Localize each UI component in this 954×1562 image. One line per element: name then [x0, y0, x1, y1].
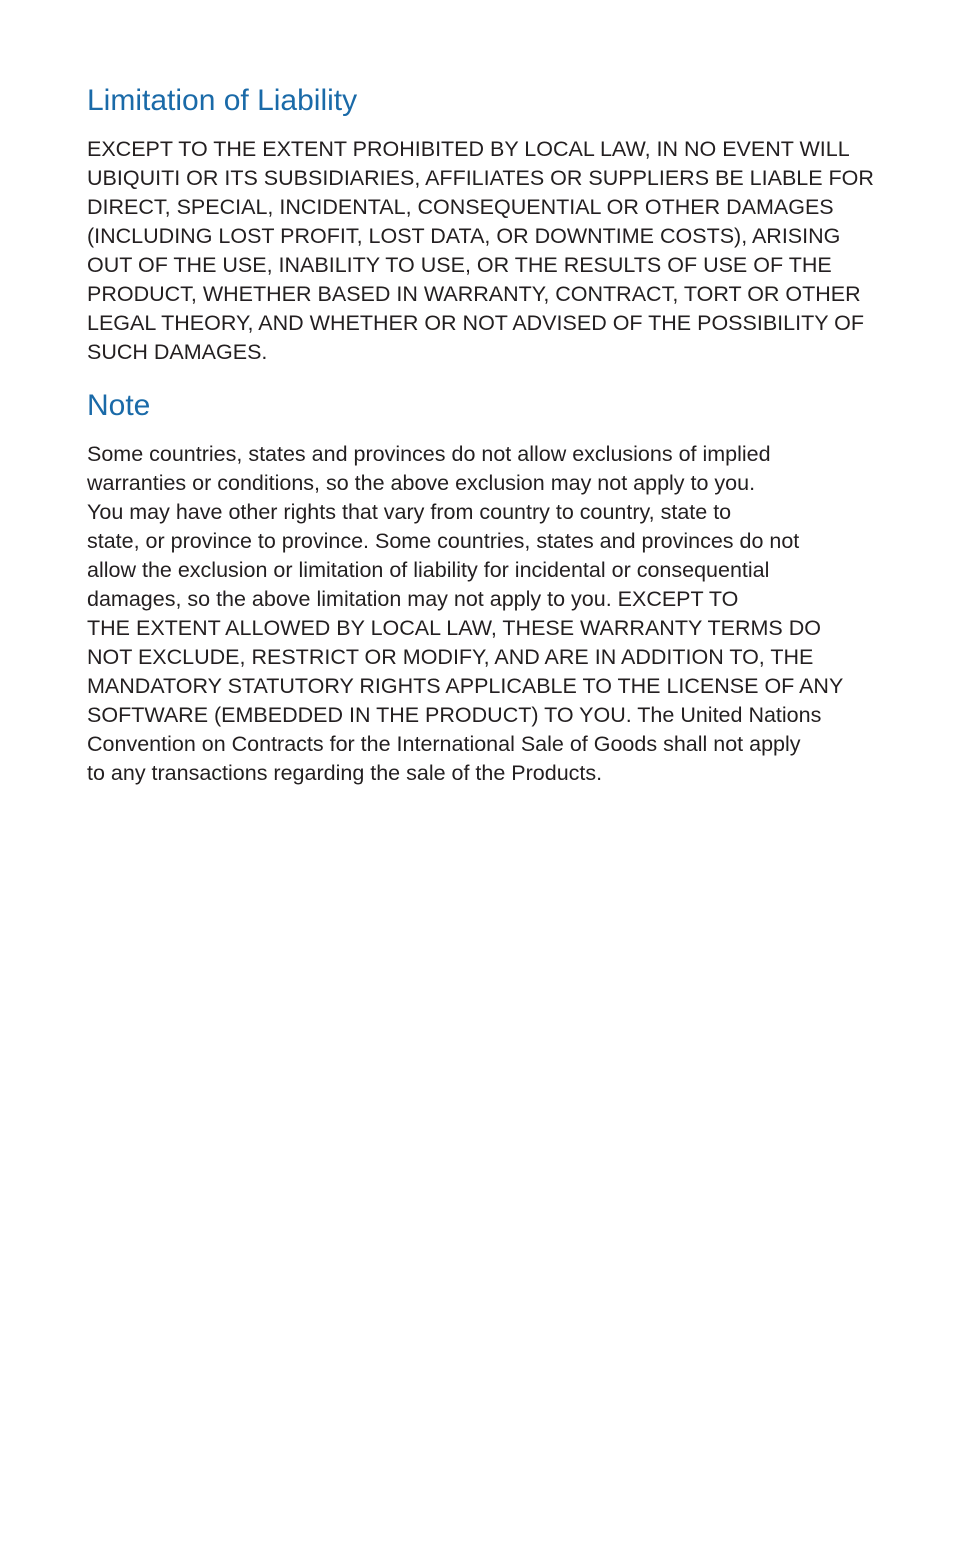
- paragraph-line: THE EXTENT ALLOWED BY LOCAL LAW, THESE WARRANTY TERMS DO: [87, 616, 821, 640]
- paragraph-line: (INCLUDING LOST PROFIT, LOST DATA, OR DOWNTIME COSTS), ARISING: [87, 224, 841, 248]
- paragraph-line: UBIQUITI OR ITS SUBSIDIARIES, AFFILIATES OR SUPPLIERS BE LIABLE FOR: [87, 166, 874, 190]
- limitation-of-liability-paragraph: [87, 135, 877, 367]
- paragraph-line: MANDATORY STATUTORY RIGHTS APPLICABLE TO THE LICENSE OF ANY: [87, 674, 844, 698]
- paragraph-line: warranties or conditions, so the above exclusion may not apply to you.: [87, 471, 756, 495]
- paragraph-line: You may have other rights that vary from country to country, state to: [87, 500, 732, 524]
- section-heading-note: Note: [87, 389, 151, 422]
- note-paragraph: [87, 440, 877, 788]
- paragraph-line: SOFTWARE (EMBEDDED IN THE PRODUCT) TO YOU. The United Nations: [87, 703, 822, 727]
- paragraph-line: Convention on Contracts for the International Sale of Goods shall not apply: [87, 732, 801, 756]
- paragraph-line: LEGAL THEORY, AND WHETHER OR NOT ADVISED OF THE POSSIBILITY OF: [87, 311, 864, 335]
- paragraph-line: state, or province to province. Some countries, states and provinces do not: [87, 529, 800, 553]
- paragraph-line: DIRECT, SPECIAL, INCIDENTAL, CONSEQUENTIAL OR OTHER DAMAGES: [87, 195, 834, 219]
- paragraph-line: damages, so the above limitation may not apply to you. EXCEPT TO: [87, 587, 739, 611]
- paragraph-line: PRODUCT, WHETHER BASED IN WARRANTY, CONTRACT, TORT OR OTHER: [87, 282, 861, 306]
- paragraph-line: Some countries, states and provinces do not allow exclusions of implied: [87, 442, 771, 466]
- paragraph-line: EXCEPT TO THE EXTENT PROHIBITED BY LOCAL LAW, IN NO EVENT WILL: [87, 137, 850, 161]
- paragraph-line: SUCH DAMAGES.: [87, 340, 268, 364]
- section-heading-limitation-of-liability: Limitation of Liability: [87, 84, 358, 117]
- paragraph-line: OUT OF THE USE, INABILITY TO USE, OR THE RESULTS OF USE OF THE: [87, 253, 832, 277]
- paragraph-line: NOT EXCLUDE, RESTRICT OR MODIFY, AND ARE IN ADDITION TO, THE: [87, 645, 814, 669]
- paragraph-line: to any transactions regarding the sale of the Products.: [87, 761, 603, 785]
- paragraph-line: allow the exclusion or limitation of liability for incidental or consequential: [87, 558, 770, 582]
